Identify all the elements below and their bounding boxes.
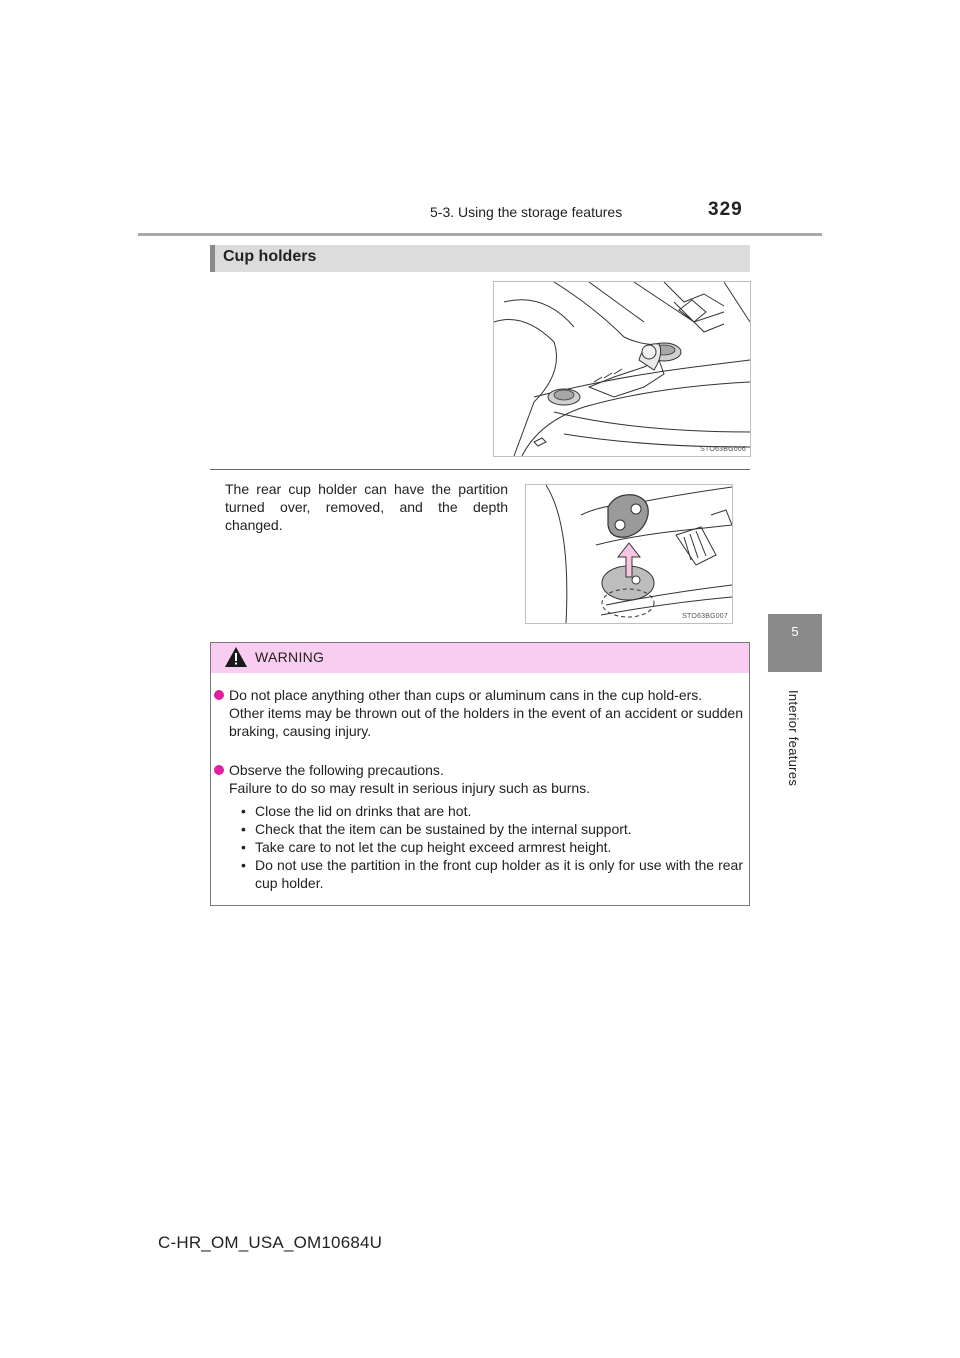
warning-item-line: Observe the following precautions. <box>229 762 444 778</box>
figure-code: STO63BG006 <box>700 446 746 453</box>
warning-item-line: Other items may be thrown out of the holders in the event of an accident or sudden braking, causing injury. <box>229 705 743 739</box>
section-title: Cup holders <box>223 248 317 265</box>
chapter-tab <box>768 614 822 672</box>
header-rule <box>138 233 822 236</box>
warning-title: WARNING <box>255 649 325 665</box>
warning-item-line: Do not place anything other than cups or aluminum cans in the cup hold-ers. <box>229 687 703 703</box>
list-item: • Take care to not let the cup height exceed armrest height. <box>239 838 743 856</box>
figure-console-cup-holders <box>493 281 751 457</box>
section-heading-accent <box>210 245 215 272</box>
warning-item-line: Failure to do so may result in serious injury such as burns. <box>229 780 591 796</box>
warning-bullet-icon <box>214 765 224 775</box>
footer-doc-code: C-HR_OM_USA_OM10684U <box>158 1233 383 1252</box>
header-section-title: 5-3. Using the storage features <box>430 204 623 220</box>
chapter-label: Interior features <box>786 690 801 787</box>
list-item: • Check that the item can be sustained by the internal support. <box>239 820 743 838</box>
partition-illustration <box>526 485 732 623</box>
list-item: • Close the lid on drinks that are hot. <box>239 802 743 820</box>
warning-triangle-icon <box>224 646 248 668</box>
warning-item-cups-only <box>229 686 743 740</box>
rear-cup-holder-description: The rear cup holder can have the partition turned over, removed, and the depth changed. <box>225 481 508 533</box>
list-item: • Do not use the partition in the front cup holder as it is only for use with the rear cup holder. <box>239 856 743 892</box>
page-number: 329 <box>708 199 743 220</box>
warning-item-precautions <box>229 761 743 797</box>
chapter-number: 5 <box>791 624 799 639</box>
section-divider <box>210 469 750 470</box>
warning-bullet-icon <box>214 690 224 700</box>
figure-code: STO63BG007 <box>682 613 728 620</box>
precautions-list <box>239 802 743 892</box>
console-illustration <box>494 282 750 456</box>
figure-rear-cup-holder-partition <box>525 484 733 624</box>
